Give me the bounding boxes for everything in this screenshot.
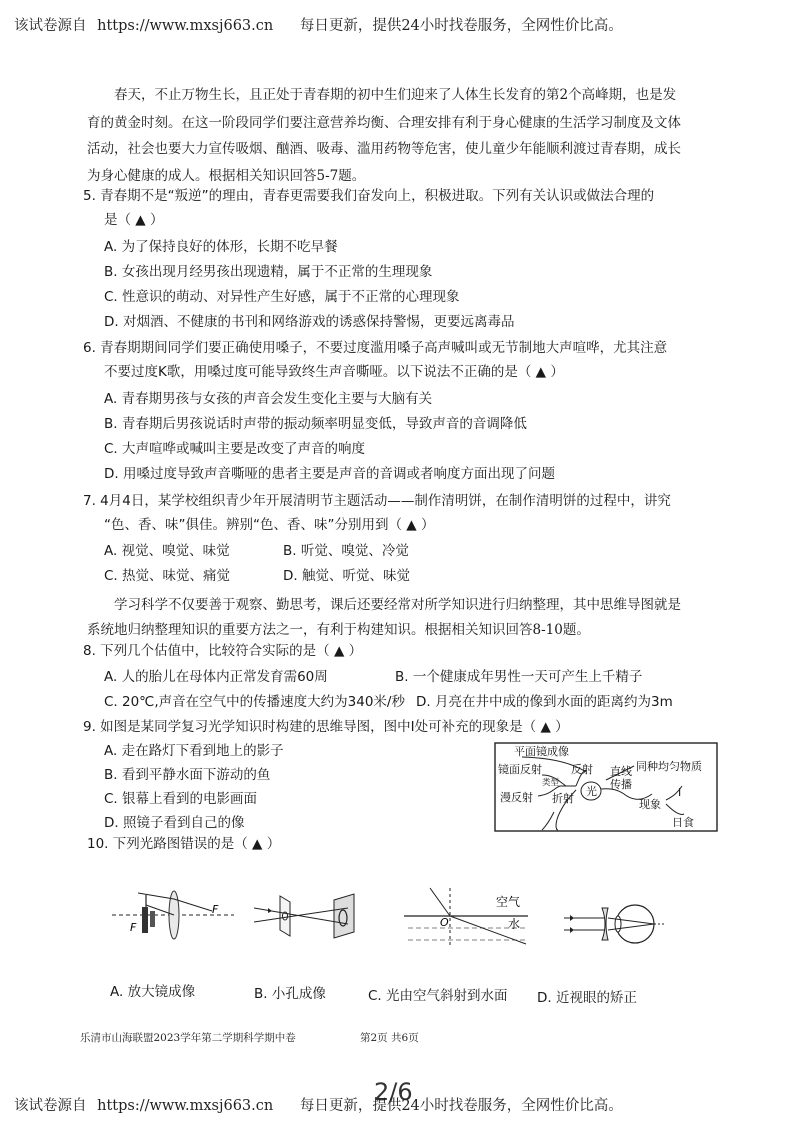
option-b: B. 看到平静水面下游动的鱼	[104, 767, 271, 783]
passage-line: 春天，不止万物生长，且正处于青春期的初中生们迎来了人体生长发育的第2个高峰期，也是发	[114, 87, 677, 103]
footer-banner	[14, 1094, 623, 1115]
passage-line: 育的黄金时刻。在这一阶段同学们要注意营养均衡、合理安排有利于身心健康的生活学习制度及文体	[87, 115, 681, 131]
footer-url[interactable]: https://www.mxsj663.cn	[97, 1098, 274, 1114]
question-stem: 10. 下列光路图错误的是（ ▲ ）	[87, 836, 281, 852]
mind-map-diffuse: 漫反射	[500, 791, 533, 804]
air-label: 空气	[496, 895, 521, 909]
option-c: C. 银幕上看到的电影画面	[104, 791, 258, 807]
mind-map-mirror: 镜面反射	[498, 763, 542, 776]
footer-source: 该试卷源自	[14, 1098, 87, 1114]
passage-line: 系统地归纳整理知识的重要方法之一，有利于构建知识。根据相关知识回答8-10题。	[87, 622, 590, 638]
option-d: D. 照镜子看到自己的像	[104, 815, 245, 831]
question-stem: 6. 青春期期间同学们要正确使用嗓子，不要过度滥用嗓子高声喊叫或无节制地大声喧哗，尤其注意	[83, 340, 668, 356]
passage-line: 为身心健康的成人。根据相关知识回答5-7题。	[87, 168, 366, 184]
mind-map-center: 光	[586, 785, 597, 798]
footer-slogan: 每日更新，提供24小时找卷服务，全网性价比高。	[299, 1098, 623, 1114]
question-stem: 5. 青春期不是“叛逆”的理由，青春更需要我们奋发向上，积极进取。下列有关认识或做法合理的	[83, 188, 655, 204]
eyeball	[616, 905, 654, 943]
passage-line: 活动，社会也要大力宣传吸烟、酗酒、吸毒、滥用药物等危害，使儿童少年能顺利渡过青春期，成长	[87, 141, 681, 157]
option-a: A. 放大镜成像	[110, 984, 196, 1000]
diagram-pinhole	[252, 890, 367, 945]
option-c: C. 热觉、味觉、痛觉	[104, 568, 231, 584]
mind-map-phenomenon: 现象	[639, 798, 661, 811]
option-c: C. 性意识的萌动、对异性产生好感，属于不正常的心理现象	[104, 289, 460, 305]
option-b: B. 青春期后男孩说话时声带的振动频率明显变低，导致声音的音调降低	[104, 416, 527, 432]
question-stem: 9. 如图是某同学复习光学知识时构建的思维导图，图中I处可补充的现象是（ ▲ ）	[83, 719, 569, 735]
option-a: A. 走在路灯下看到地上的影子	[104, 743, 284, 759]
option-d: D. 触觉、听觉、味觉	[283, 568, 410, 584]
water-label: 水	[508, 917, 521, 931]
optics-mind-map	[494, 742, 718, 832]
diagram-myopia	[560, 902, 670, 946]
option-a: A. 为了保持良好的体形，长期不吃早餐	[104, 239, 338, 255]
header-url[interactable]: https://www.mxsj663.cn	[97, 18, 274, 34]
mind-map-type: 类型	[542, 778, 560, 788]
passage-line: 学习科学不仅要善于观察、勤思考，课后还要经常对所学知识进行归纳整理，其中思维导图就是	[114, 597, 681, 613]
focus-label-left: F	[130, 921, 137, 934]
option-d: D. 用嗓过度导致声音嘶哑的患者主要是声音的音调或者响度方面出现了问题	[104, 466, 555, 482]
mind-map-blank: I	[678, 786, 682, 799]
question-stem: 7. 4月4日，某学校组织青少年开展清明节主题活动——制作清明饼，在制作清明饼的过程中，讲究	[83, 493, 671, 509]
header-slogan: 每日更新，提供24小时找卷服务，全网性价比高。	[299, 18, 623, 34]
diagram-magnifier	[108, 885, 238, 945]
option-d: D. 对烟酒、不健康的书刊和网络游戏的诱惑保持警惕，更要远离毒品	[104, 314, 515, 330]
option-c: C. 大声喧哗或喊叫主要是改变了声音的响度	[104, 441, 366, 457]
page-number: 第2页 共6页	[360, 1032, 419, 1044]
pager-indicator: 2/6	[374, 1078, 413, 1106]
object-arrow	[142, 907, 148, 933]
option-d: D. 近视眼的矫正	[537, 990, 637, 1006]
option-d: D. 月亮在井中成的像到水面的距离约为3m	[416, 694, 673, 710]
mind-map-refract: 折射	[552, 792, 574, 805]
exam-title: 乐清市山海联盟2023学年第二学期科学期中卷	[80, 1032, 296, 1044]
mind-map-top: 平面镜成像	[514, 745, 569, 758]
option-b: B. 一个健康成年男性一天可产生上千精子	[395, 669, 643, 685]
question-stem: 8. 下列几个估值中，比较符合实际的是（ ▲ ）	[83, 643, 363, 659]
mind-map-condition: 同种均匀物质	[636, 760, 702, 773]
option-a: A. 青春期男孩与女孩的声音会发生变化主要与大脑有关	[104, 391, 433, 407]
mind-map-straight-1: 直线	[610, 765, 632, 778]
mind-map-straight-2: 传播	[610, 778, 632, 791]
option-b: B. 听觉、嗅觉、冷觉	[283, 543, 409, 559]
mind-map-eclipse: 日食	[672, 816, 694, 829]
focus-label-right: F	[212, 903, 219, 916]
question-stem: 不要过度K歌，用嗓过度可能导致终生声音嘶哑。以下说法不正确的是（ ▲ ）	[104, 364, 564, 380]
option-b: B. 女孩出现月经男孩出现遗精，属于不正常的生理现象	[104, 264, 433, 280]
header-banner	[14, 14, 623, 35]
option-c: C. 20℃,声音在空气中的传播速度大约为340米/秒	[104, 694, 405, 710]
option-b: B. 小孔成像	[254, 986, 326, 1002]
header-source: 该试卷源自	[14, 18, 87, 34]
question-stem: “色、香、味”俱佳。辨别“色、香、味”分别用到（ ▲ ）	[104, 517, 435, 533]
question-stem: 是（ ▲ ）	[104, 212, 164, 228]
option-c: C. 光由空气斜射到水面	[368, 988, 508, 1004]
mind-map-reflect: 反射	[571, 763, 593, 776]
option-a: A. 人的胎儿在母体内正常发育需60周	[104, 669, 328, 685]
origin-label: O	[440, 916, 449, 929]
diagram-refraction	[400, 884, 530, 948]
option-a: A. 视觉、嗅觉、味觉	[104, 543, 230, 559]
